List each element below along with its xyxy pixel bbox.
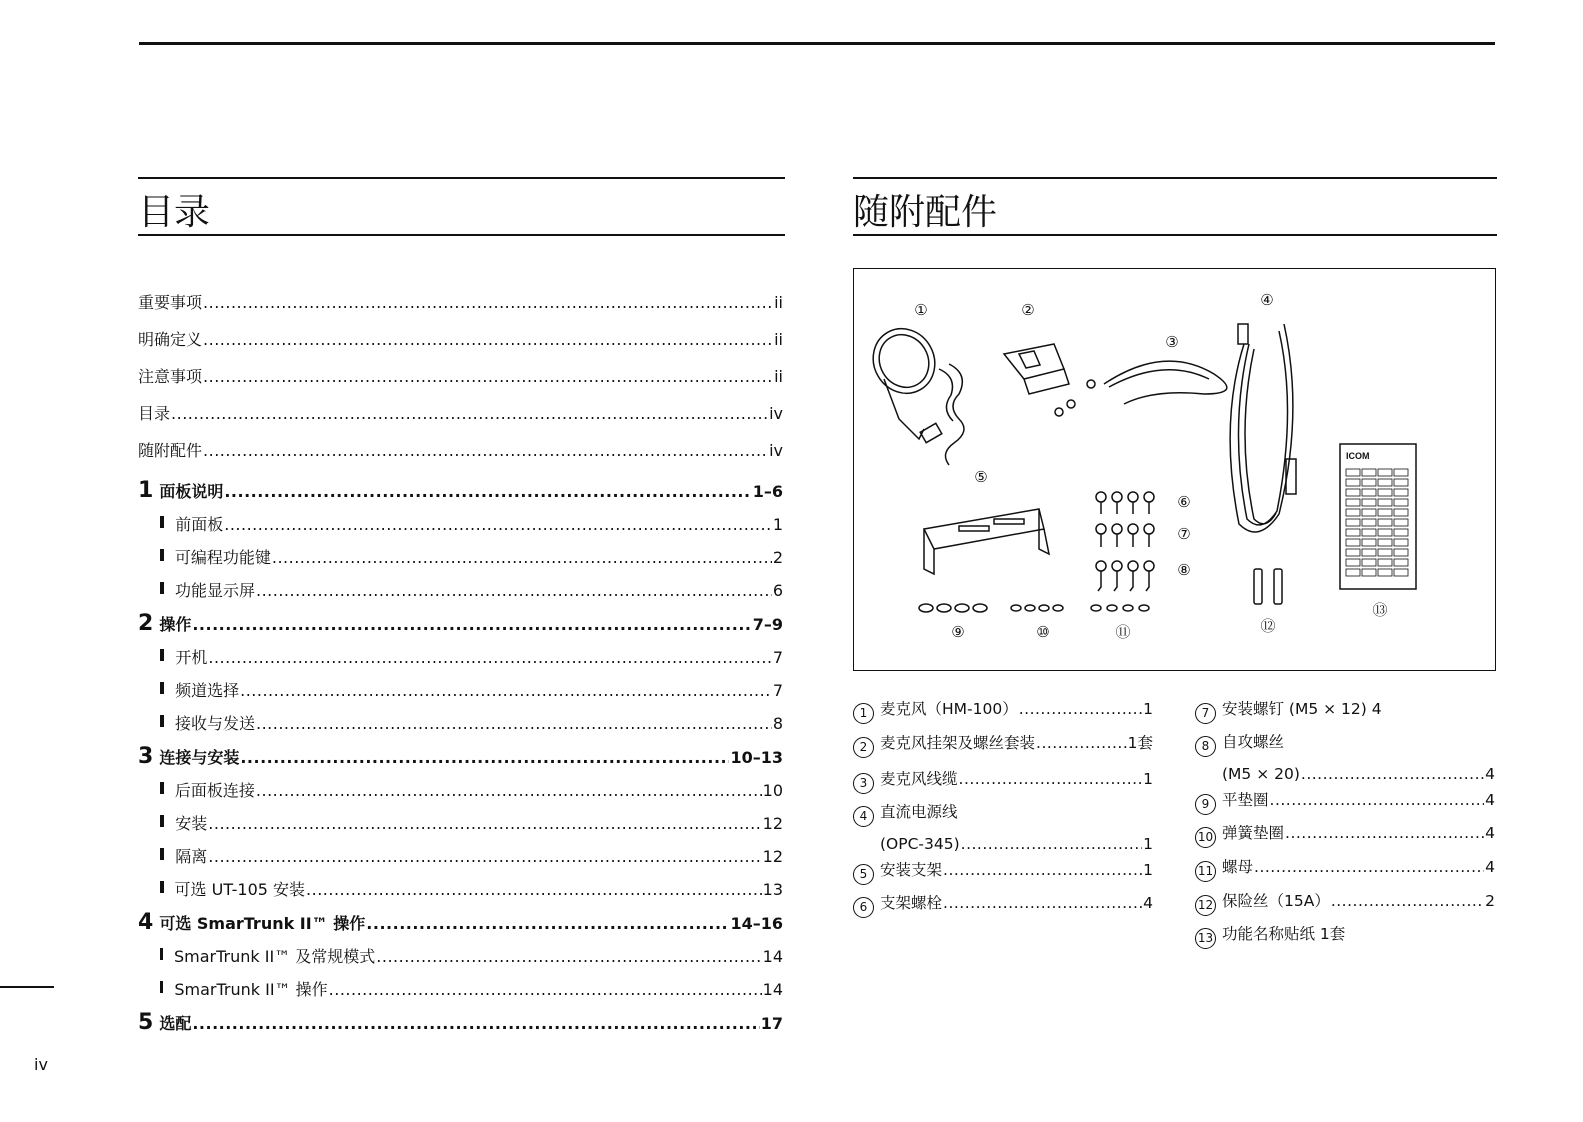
toc-label: 重要事项 bbox=[138, 293, 203, 312]
figure-label-7: ⑦ bbox=[1177, 525, 1191, 543]
toc-page: 1 bbox=[772, 515, 783, 534]
figure-label-10: ⑩ bbox=[1036, 623, 1050, 641]
toc-chapter bbox=[138, 1010, 783, 1035]
toc-label: 连接与安装 bbox=[159, 748, 240, 767]
item-leader bbox=[1019, 700, 1142, 718]
item-quantity: 1 bbox=[1143, 770, 1153, 788]
toc-label: 可选 UT-105 安装 bbox=[174, 880, 306, 899]
toc-leader bbox=[224, 482, 751, 501]
item-label: 支架螺栓 bbox=[880, 894, 943, 912]
toc-leader bbox=[256, 714, 772, 733]
toc-chapter bbox=[138, 611, 783, 636]
item-label: (OPC-345) bbox=[880, 835, 960, 853]
accessory-item bbox=[1195, 758, 1495, 783]
toc-subentry bbox=[160, 844, 783, 867]
toc-page: 7 bbox=[772, 648, 783, 667]
item-label: 麦克风挂架及螺丝套装 bbox=[880, 734, 1036, 752]
toc-subentry bbox=[160, 977, 783, 1000]
toc-page: 10 bbox=[762, 781, 783, 800]
item-label: 麦克风（HM-100） bbox=[880, 700, 1018, 718]
toc-page: 8 bbox=[772, 714, 783, 733]
accessories-illustration bbox=[854, 269, 1497, 672]
item-quantity: 1 bbox=[1143, 700, 1153, 718]
item-number-circle: 5 bbox=[853, 864, 874, 885]
toc-leader bbox=[256, 781, 762, 800]
toc-bottom-rule bbox=[138, 234, 785, 236]
figure-label-4: ④ bbox=[1260, 291, 1274, 309]
item-quantity: 4 bbox=[1143, 894, 1153, 912]
item-number-circle: 4 bbox=[853, 806, 874, 827]
bullet-square-icon bbox=[160, 881, 164, 893]
item-label: 螺母 bbox=[1222, 858, 1254, 876]
toc-label: 注意事项 bbox=[138, 367, 203, 386]
chapter-number: 4 bbox=[138, 910, 154, 935]
washers-icon bbox=[919, 604, 1149, 612]
item-leader bbox=[1270, 791, 1485, 809]
acc-top-rule bbox=[853, 177, 1497, 179]
item-number-circle: 1 bbox=[853, 703, 874, 724]
accessories-title: 随附配件 bbox=[853, 192, 998, 233]
item-number-circle: 10 bbox=[1195, 827, 1216, 848]
toc-label: SmarTrunk II™ 操作 bbox=[174, 980, 328, 999]
accessory-item bbox=[853, 828, 1153, 853]
item-quantity: 1 bbox=[1143, 861, 1153, 879]
chapter-number: 2 bbox=[138, 611, 154, 636]
accessory-item bbox=[853, 891, 1153, 915]
item-leader bbox=[1331, 892, 1484, 910]
toc-leader bbox=[306, 880, 762, 899]
toc-leader bbox=[203, 367, 773, 386]
toc-label: 前面板 bbox=[175, 515, 224, 534]
item-leader bbox=[1036, 734, 1127, 752]
cable-icon bbox=[1104, 361, 1227, 404]
toc-label: 开机 bbox=[175, 648, 208, 667]
toc-page: 10–13 bbox=[730, 748, 783, 767]
figure-label-1: ① bbox=[914, 301, 928, 319]
chapter-number: 1 bbox=[138, 478, 154, 503]
toc-page: 14 bbox=[762, 980, 783, 999]
item-number-circle: 13 bbox=[1195, 928, 1216, 949]
item-number-circle: 2 bbox=[853, 737, 874, 758]
item-label: 自攻螺丝 bbox=[1222, 733, 1285, 751]
toc-page: 6 bbox=[772, 581, 783, 600]
item-label: 麦克风线缆 bbox=[880, 770, 958, 788]
item-label: 安装支架 bbox=[880, 861, 943, 879]
toc-subentry bbox=[160, 545, 783, 568]
item-label: 直流电源线 bbox=[880, 803, 958, 821]
item-number-circle: 12 bbox=[1195, 895, 1216, 916]
bullet-square-icon bbox=[160, 815, 164, 827]
toc-subentry bbox=[160, 678, 783, 701]
toc-label: 面板说明 bbox=[159, 482, 224, 501]
toc-label: 隔离 bbox=[175, 847, 208, 866]
figure-label-11: ⑪ bbox=[1115, 623, 1131, 641]
figure-label-6: ⑥ bbox=[1177, 493, 1191, 511]
toc-label: 后面板连接 bbox=[174, 781, 255, 800]
figure-label-9: ⑨ bbox=[951, 623, 965, 641]
toc-page: iv bbox=[769, 441, 783, 460]
item-leader bbox=[943, 861, 1142, 879]
toc-label: 接收与发送 bbox=[174, 714, 255, 733]
figure-label-12: ⑫ bbox=[1260, 617, 1276, 635]
item-number-circle: 11 bbox=[1195, 861, 1216, 882]
item-quantity: 4 bbox=[1485, 824, 1495, 842]
toc-entry bbox=[138, 401, 783, 424]
acc-bottom-rule bbox=[853, 234, 1497, 236]
item-leader bbox=[959, 770, 1143, 788]
toc-leader bbox=[192, 615, 751, 634]
accessory-item bbox=[1195, 855, 1495, 879]
chapter-number: 3 bbox=[138, 744, 154, 769]
bullet-square-icon bbox=[160, 948, 163, 960]
toc-page: 12 bbox=[762, 847, 783, 866]
toc-page: 1–6 bbox=[752, 482, 783, 501]
accessory-item bbox=[1195, 922, 1495, 946]
item-leader bbox=[1254, 858, 1484, 876]
toc-leader bbox=[171, 404, 768, 423]
item-quantity: 4 bbox=[1485, 765, 1495, 783]
toc-top-rule bbox=[138, 177, 785, 179]
toc-entry bbox=[138, 290, 783, 313]
toc-label: 功能显示屏 bbox=[174, 581, 255, 600]
toc-leader bbox=[208, 847, 761, 866]
toc-subentry bbox=[160, 811, 783, 834]
toc-leader bbox=[376, 947, 761, 966]
item-number-circle: 9 bbox=[1195, 794, 1216, 815]
toc-label: 安装 bbox=[175, 814, 208, 833]
item-label: 平垫圈 bbox=[1222, 791, 1269, 809]
bullet-square-icon bbox=[160, 981, 163, 993]
toc-chapter bbox=[138, 744, 783, 769]
toc-page: ii bbox=[774, 330, 783, 349]
accessory-item bbox=[1195, 730, 1495, 754]
item-number-circle: 8 bbox=[1195, 736, 1216, 757]
screws-icon bbox=[1096, 492, 1154, 591]
chapter-number: 5 bbox=[138, 1010, 154, 1035]
page-number: iv bbox=[34, 1055, 48, 1074]
item-quantity: 1套 bbox=[1127, 734, 1153, 752]
item-leader bbox=[943, 894, 1142, 912]
toc-page: 2 bbox=[772, 548, 783, 567]
toc-leader bbox=[366, 914, 729, 933]
bullet-square-icon bbox=[160, 848, 164, 860]
toc-label: 操作 bbox=[159, 615, 192, 634]
item-label: 功能名称贴纸 1套 bbox=[1222, 925, 1346, 943]
toc-label: 可选 SmarTrunk II™ 操作 bbox=[159, 914, 366, 933]
bracket-icon bbox=[924, 509, 1049, 574]
toc-subentry bbox=[160, 512, 783, 535]
margin-mark bbox=[0, 986, 54, 988]
microphone-icon bbox=[862, 317, 964, 465]
toc-leader bbox=[192, 1014, 759, 1033]
toc-page: ii bbox=[774, 293, 783, 312]
item-label: 安装螺钉 (M5 × 12) 4 bbox=[1222, 700, 1382, 718]
toc-leader bbox=[240, 748, 729, 767]
bullet-square-icon bbox=[160, 715, 164, 727]
bullet-square-icon bbox=[160, 582, 164, 594]
toc-page: 17 bbox=[760, 1014, 783, 1033]
accessory-item bbox=[1195, 788, 1495, 812]
hanger-icon bbox=[1004, 344, 1069, 394]
item-number-circle: 6 bbox=[853, 897, 874, 918]
toc-subentry bbox=[160, 578, 783, 601]
toc-page: 7 bbox=[772, 681, 783, 700]
figure-label-8: ⑧ bbox=[1177, 561, 1191, 579]
toc-subentry bbox=[160, 778, 783, 801]
toc-label: 目录 bbox=[138, 404, 171, 423]
bullet-square-icon bbox=[160, 682, 164, 694]
accessory-item bbox=[853, 767, 1153, 791]
toc-leader bbox=[240, 681, 772, 700]
toc-leader bbox=[203, 330, 773, 349]
toc-label: 选配 bbox=[159, 1014, 192, 1033]
figure-label-5: ⑤ bbox=[974, 468, 988, 486]
power-cord-icon bbox=[1230, 324, 1296, 532]
toc-subentry bbox=[160, 877, 783, 900]
sticker-brand: ICOM bbox=[1346, 451, 1370, 461]
toc-leader bbox=[203, 441, 768, 460]
toc-page: 14–16 bbox=[730, 914, 783, 933]
toc-page: 13 bbox=[762, 880, 783, 899]
item-quantity: 2 bbox=[1485, 892, 1495, 910]
toc-label: SmarTrunk II™ 及常规模式 bbox=[173, 947, 376, 966]
figure-label-13: ⑬ bbox=[1372, 601, 1388, 619]
bullet-square-icon bbox=[160, 782, 164, 794]
toc-leader bbox=[329, 980, 762, 999]
item-leader bbox=[1285, 824, 1484, 842]
toc-page: ii bbox=[774, 367, 783, 386]
item-number-circle: 3 bbox=[853, 773, 874, 794]
toc-leader bbox=[256, 581, 772, 600]
bullet-square-icon bbox=[160, 516, 164, 528]
toc-entry bbox=[138, 364, 783, 387]
accessory-item bbox=[853, 800, 1153, 824]
toc-leader bbox=[272, 548, 772, 567]
toc-leader bbox=[224, 515, 772, 534]
figure-label-2: ② bbox=[1021, 301, 1035, 319]
toc-entry bbox=[138, 438, 783, 461]
toc-label: 可编程功能键 bbox=[174, 548, 271, 567]
item-quantity: 4 bbox=[1485, 791, 1495, 809]
item-leader bbox=[1301, 765, 1484, 783]
toc-label: 明确定义 bbox=[138, 330, 203, 349]
toc-page: iv bbox=[769, 404, 783, 423]
toc-chapter bbox=[138, 910, 783, 935]
fuse-icon bbox=[1254, 569, 1282, 604]
toc-page: 14 bbox=[762, 947, 783, 966]
figure-label-3: ③ bbox=[1165, 333, 1179, 351]
toc-leader bbox=[208, 814, 761, 833]
item-quantity: 4 bbox=[1485, 858, 1495, 876]
bullet-square-icon bbox=[160, 649, 164, 661]
toc-subentry bbox=[160, 645, 783, 668]
accessory-item bbox=[1195, 697, 1495, 721]
accessories-figure bbox=[853, 268, 1496, 671]
sticker-sheet-icon bbox=[1340, 444, 1416, 589]
toc-leader bbox=[203, 293, 773, 312]
toc-subentry bbox=[160, 711, 783, 734]
toc-page: 7–9 bbox=[752, 615, 783, 634]
toc-label: 随附配件 bbox=[138, 441, 203, 460]
toc-label: 频道选择 bbox=[175, 681, 240, 700]
item-quantity: 1 bbox=[1143, 835, 1153, 853]
toc-entry bbox=[138, 327, 783, 350]
toc-page: 12 bbox=[762, 814, 783, 833]
item-label: 保险丝（15A） bbox=[1222, 892, 1330, 910]
item-label: 弹簧垫圈 bbox=[1222, 824, 1285, 842]
accessory-item bbox=[853, 697, 1153, 721]
item-leader bbox=[961, 835, 1142, 853]
accessory-item bbox=[1195, 821, 1495, 845]
bullet-square-icon bbox=[160, 549, 164, 561]
accessory-item bbox=[1195, 889, 1495, 913]
top-rule bbox=[139, 42, 1495, 45]
item-number-circle: 7 bbox=[1195, 703, 1216, 724]
toc-chapter bbox=[138, 478, 783, 503]
accessory-item bbox=[853, 858, 1153, 882]
toc-leader bbox=[208, 648, 771, 667]
accessory-item bbox=[853, 731, 1153, 755]
toc-subentry bbox=[160, 944, 783, 967]
toc-title: 目录 bbox=[138, 192, 211, 233]
item-label: (M5 × 20) bbox=[1222, 765, 1300, 783]
